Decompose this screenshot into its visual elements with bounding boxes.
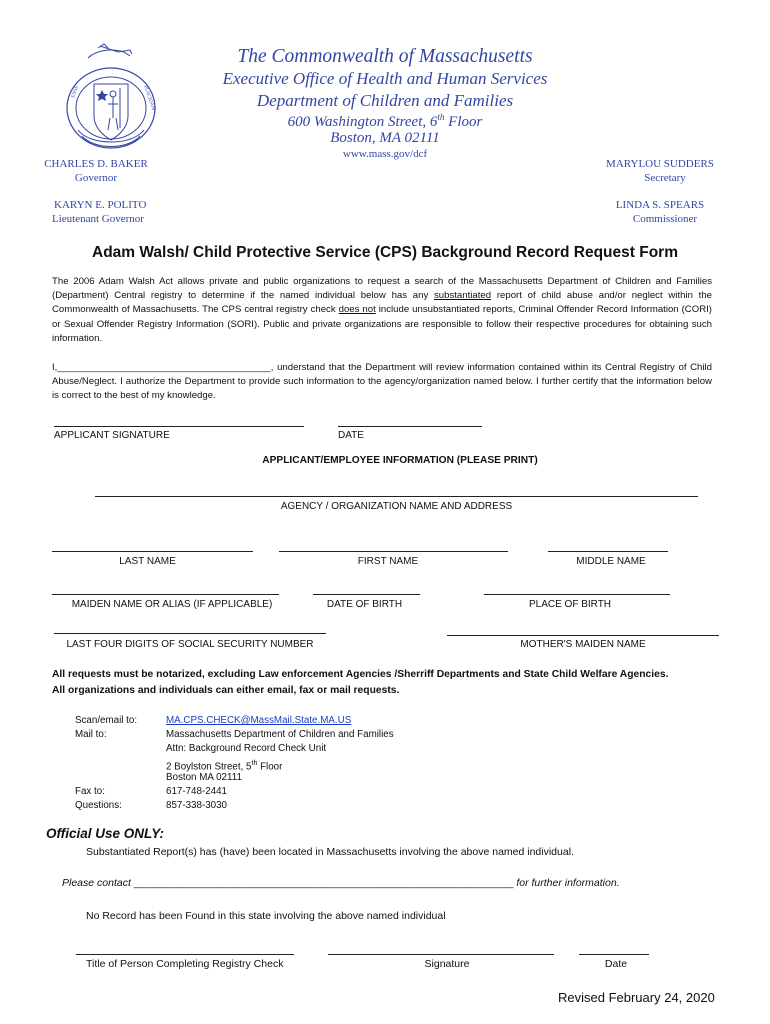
commissioner-title: Commissioner xyxy=(632,213,698,225)
certification-paragraph: I,________________________________________, understand that the Department will review information contained within its Central Registry of Child Abuse/Neglect. I authorize the Department to provide such information to the agency/organization named below. I further certify that the information below is correct to the best of my knowledge. xyxy=(52,362,712,402)
mother-maiden-line[interactable] xyxy=(447,635,719,636)
mail-street: 2 Boylston Street, 5th Floor xyxy=(166,759,283,772)
mail-city: Boston MA 02111 xyxy=(166,771,242,783)
title-line[interactable] xyxy=(76,954,294,955)
governor-title: Governor xyxy=(74,172,118,184)
registry-signature-line[interactable] xyxy=(328,954,554,955)
registry-signature-label: Signature xyxy=(424,958,470,970)
signature-date-label: DATE xyxy=(338,430,364,441)
contact-labels xyxy=(75,714,137,813)
secretary-title: Secretary xyxy=(644,172,686,184)
registry-date-line[interactable] xyxy=(579,954,649,955)
contact-values xyxy=(166,714,394,813)
applicant-signature-label: APPLICANT SIGNATURE xyxy=(54,430,170,441)
agency-line[interactable] xyxy=(95,496,698,497)
first-name-line[interactable] xyxy=(279,551,508,552)
registry-date-label: Date xyxy=(604,958,628,970)
pob-line[interactable] xyxy=(484,594,670,595)
dob-line[interactable] xyxy=(313,594,420,595)
lieutenant-governor-block xyxy=(40,198,180,226)
mother-maiden-label: MOTHER'S MAIDEN NAME xyxy=(520,639,646,650)
svg-text:ENSE: ENSE xyxy=(71,85,81,99)
secretary-block xyxy=(590,157,730,185)
substantiated-statement: Substantiated Report(s) has (have) been located in Massachusetts involving the above named individual. xyxy=(86,846,574,858)
intro-paragraph: The 2006 Adam Walsh Act allows private and public organizations to request a search of the Massachusetts Department of Children and Families (Department) Central registry to determine if the named individual below has any substantiated report of child abuse and/or neglect within the Commonwealth of Massachusetts. The CPS central registry check does not include unsubstantiated reports, Criminal Offender Record Information (CORI) or Sexual Offender Registry Information (SORI). Public and private organizations are responsible to follow their respective procedures for obtaining such information. xyxy=(52,276,712,344)
commonwealth-heading: The Commonwealth of Massachusetts xyxy=(237,46,533,67)
maiden-name-line[interactable] xyxy=(52,594,279,595)
governor-name: CHARLES D. BAKER xyxy=(44,158,148,170)
office-heading: Executive Office of Health and Human Services xyxy=(222,69,548,88)
ssn-line[interactable] xyxy=(54,633,326,634)
title-label: Title of Person Completing Registry Check xyxy=(86,958,284,970)
email-link[interactable]: MA.CPS.CHECK@MassMail.State.MA.US xyxy=(166,715,352,726)
form-title: Adam Walsh/ Child Protective Service (CPS) Background Record Request Form xyxy=(92,244,678,261)
please-contact-line: Please contact _________________________________________________________________ for further information. xyxy=(62,877,620,889)
last-name-label: LAST NAME xyxy=(119,556,176,567)
massachusetts-seal-logo xyxy=(60,42,162,154)
applicant-signature-line[interactable] xyxy=(54,426,304,427)
street-address: 600 Washington Street, 6th Floor xyxy=(287,112,483,130)
ssn-label: LAST FOUR DIGITS OF SOCIAL SECURITY NUMBER xyxy=(66,639,314,650)
mail-line-1: Massachusetts Department of Children and Families xyxy=(166,729,394,741)
lt-governor-name: KARYN E. POLITO xyxy=(54,199,147,211)
questions-phone: 857-338-3030 xyxy=(166,800,228,812)
agency-label: AGENCY / ORGANIZATION NAME AND ADDRESS xyxy=(280,501,513,512)
website-link[interactable]: www.mass.gov/dcf xyxy=(342,148,428,160)
lt-governor-title: Lieutenant Governor xyxy=(52,213,144,225)
svg-text:PLACIDAM: PLACIDAM xyxy=(142,84,156,112)
maiden-name-label: MAIDEN NAME OR ALIAS (IF APPLICABLE) xyxy=(71,599,273,610)
pob-label: PLACE OF BIRTH xyxy=(528,599,612,610)
request-methods-notice: All organizations and individuals can either email, fax or mail requests. xyxy=(52,685,400,696)
scan-email-label: Scan/email to: xyxy=(75,715,138,726)
applicant-section-heading: APPLICANT/EMPLOYEE INFORMATION (PLEASE PRINT) xyxy=(262,455,538,466)
revised-date: Revised February 24, 2020 xyxy=(558,990,715,1005)
no-record-statement: No Record has been Found in this state involving the above named individual xyxy=(86,910,446,922)
last-name-line[interactable] xyxy=(52,551,253,552)
first-name-label: FIRST NAME xyxy=(357,556,419,567)
questions-label: Questions: xyxy=(75,800,122,812)
commissioner-block xyxy=(590,198,730,226)
city-address: Boston, MA 02111 xyxy=(330,130,440,146)
official-use-heading: Official Use ONLY: xyxy=(46,826,165,841)
notarize-notice: All requests must be notarized, excluding Law enforcement Agencies /Sherriff Departments and State Child Welfare Agencies. xyxy=(52,669,669,680)
department-heading: Department of Children and Families xyxy=(256,91,514,110)
commissioner-name: LINDA S. SPEARS xyxy=(615,199,705,211)
governor-block xyxy=(40,157,152,185)
middle-name-label: MIDDLE NAME xyxy=(576,556,646,567)
middle-name-line[interactable] xyxy=(548,551,668,552)
signature-date-line[interactable] xyxy=(338,426,482,427)
secretary-name: MARYLOU SUDDERS xyxy=(606,158,714,170)
fax-label: Fax to: xyxy=(75,785,105,797)
dob-label: DATE OF BIRTH xyxy=(326,599,403,610)
fax-number: 617-748-2441 xyxy=(166,785,228,797)
mail-line-2: Attn: Background Record Check Unit xyxy=(166,743,327,755)
mail-to-label: Mail to: xyxy=(75,729,107,741)
